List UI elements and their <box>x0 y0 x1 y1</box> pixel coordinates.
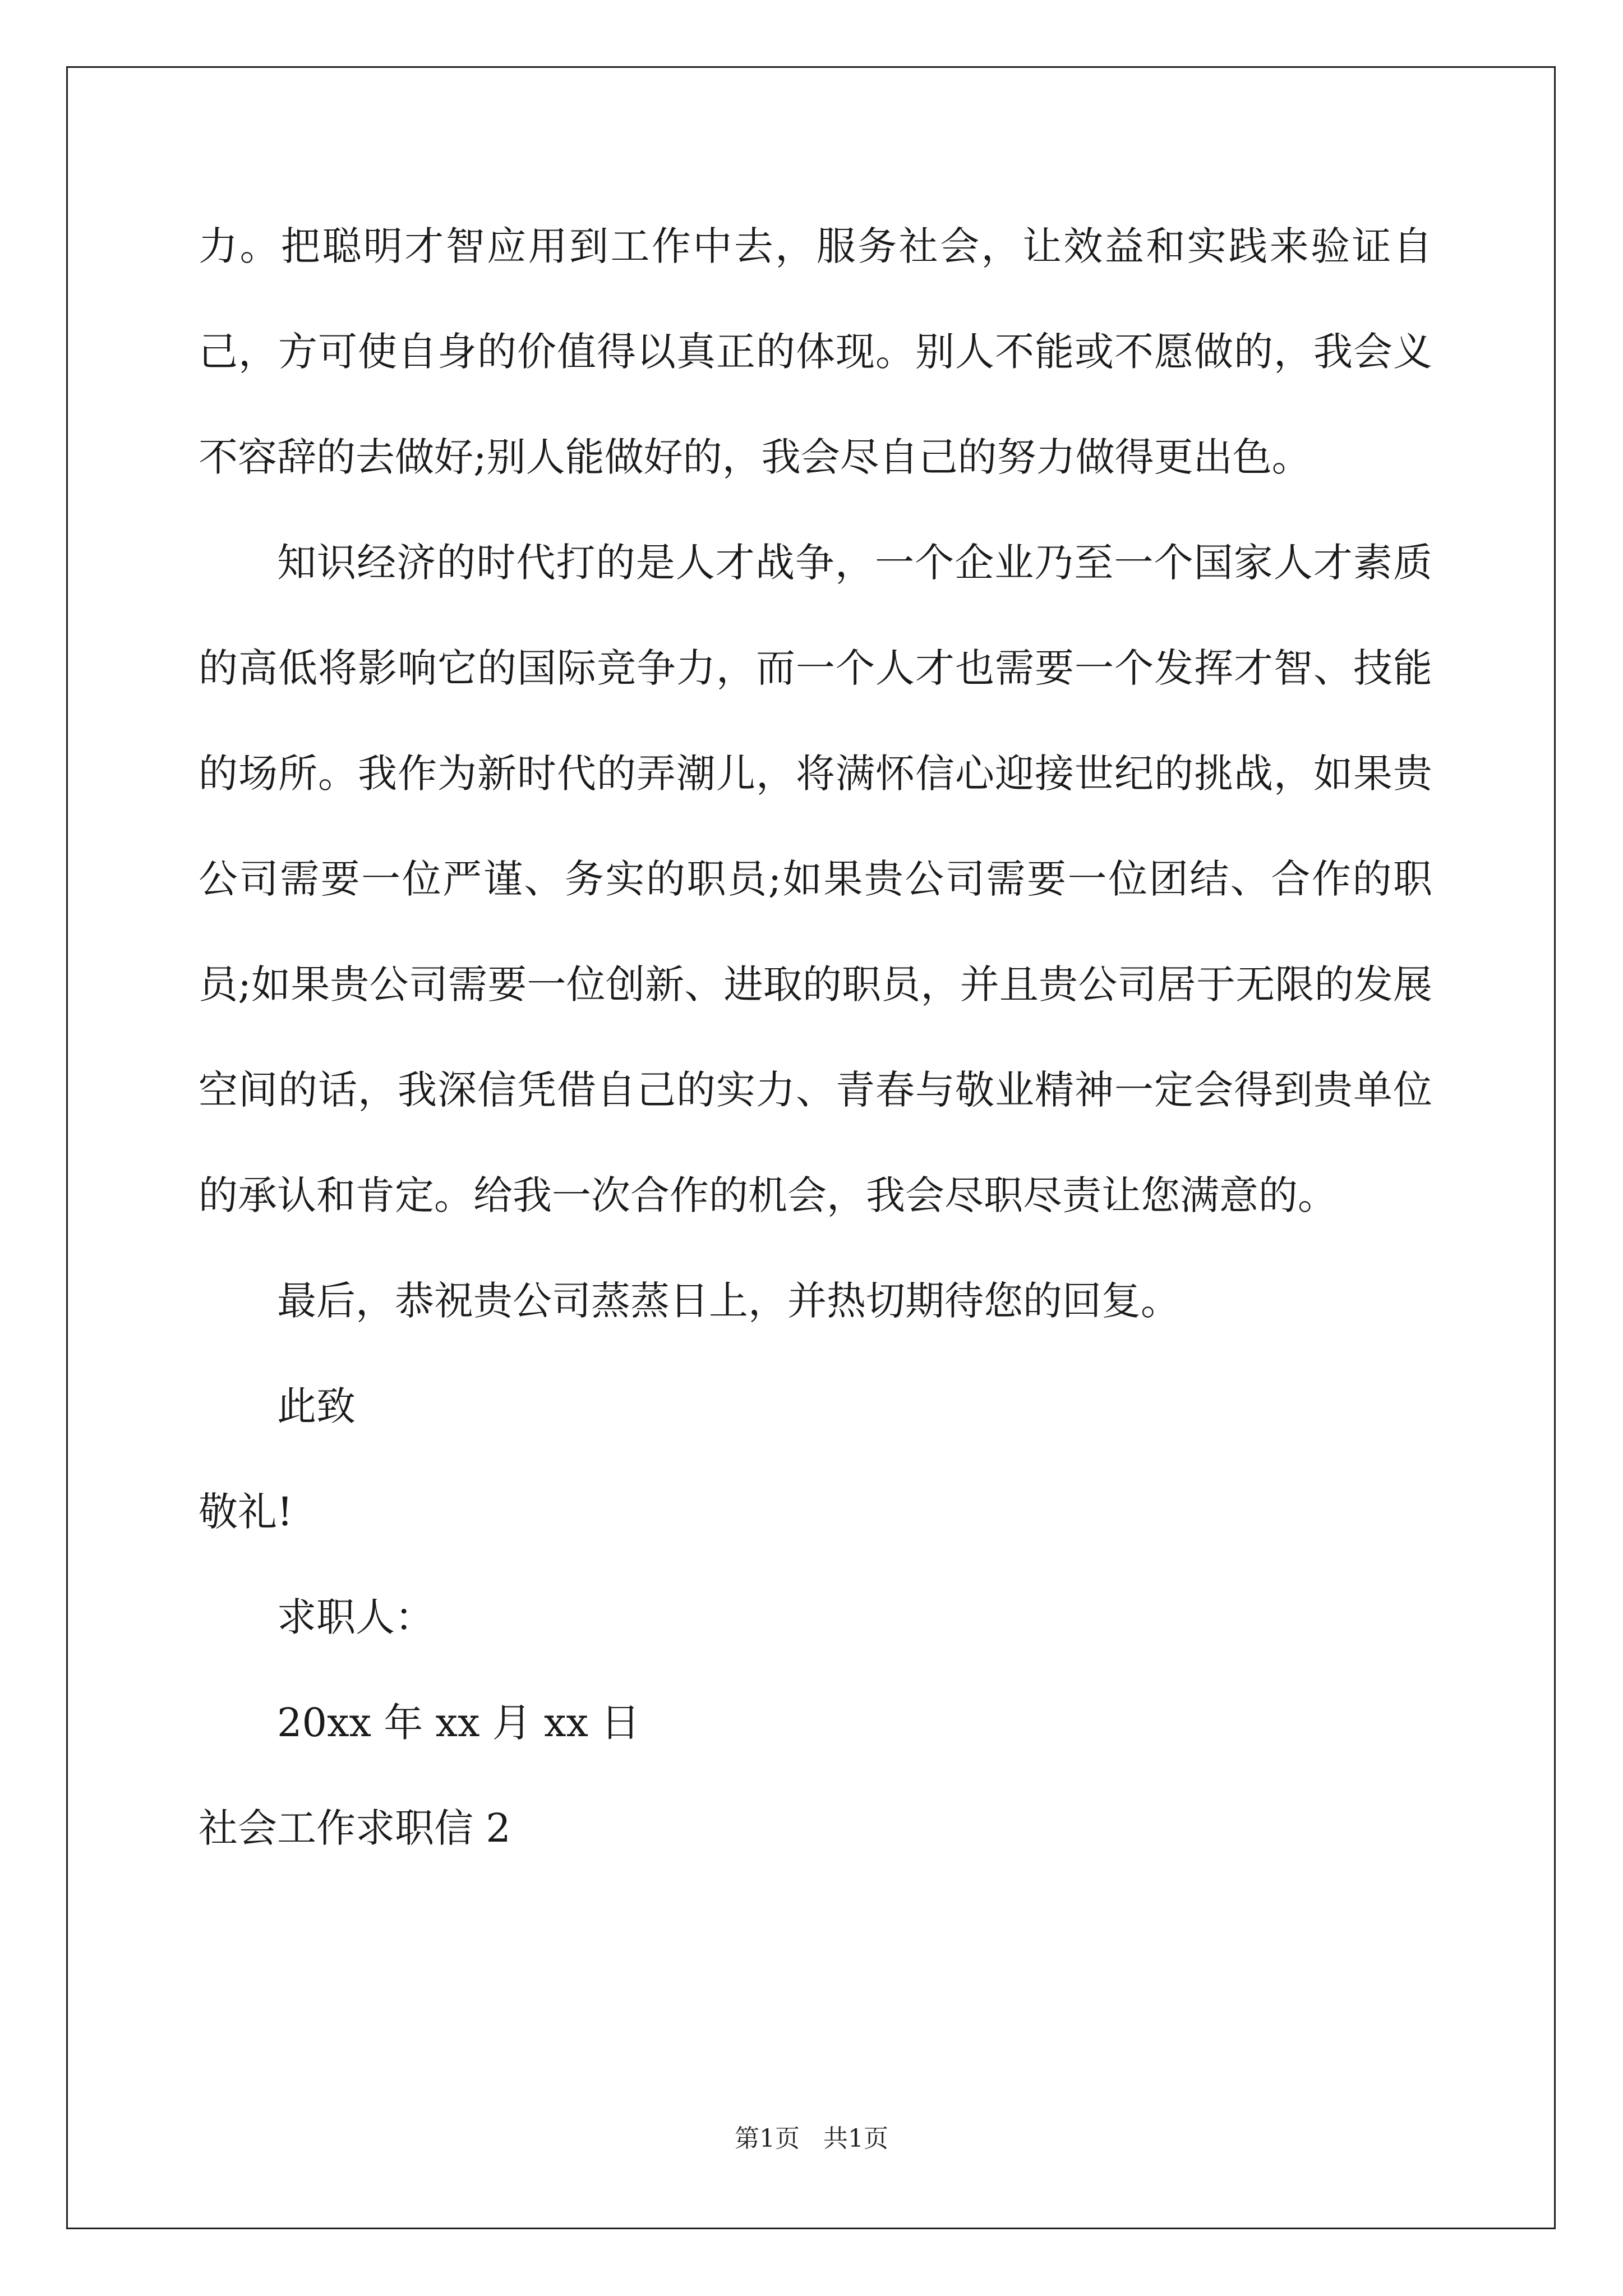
salutation-jingli: 敬礼! <box>199 1489 293 1535</box>
page-total: 共1页 <box>823 2124 888 2153</box>
next-letter-title: 社会工作求职信 2 <box>199 1805 511 1851</box>
paragraph-closing-wish: 最后，恭祝贵公司蒸蒸日上，并热切期待您的回复。 <box>277 1278 1180 1324</box>
paragraph-continuation: 力。把聪明才智应用到工作中去，服务社会，让效益和实践来验证自己，方可使自身的价值得以真正的体现。别人不能或不愿做的，我会义不容辞的去做好;别人能做好的，我会尽自己的努力做得更出色。 <box>199 223 1432 480</box>
page-number: 第1页 <box>735 2124 800 2153</box>
paragraph-talent-competition: 知识经济的时代打的是人才战争，一个企业乃至一个国家人才素质的高低将影响它的国际竞争力，而一个人才也需要一个发挥才智、技能的场所。我作为新时代的弄潮儿，将满怀信心迎接世纪的挑战，如果贵公司需要一位严谨、务实的职员;如果贵公司需要一位团结、合作的职员;如果贵公司需要一位创新、进取的职员，并且贵公司居于无限的发展空间的话，我深信凭借自己的实力、青春与敬业精神一定会得到贵单位的承认和肯定。给我一次合作的机会，我会尽职尽责让您满意的。 <box>199 540 1432 1218</box>
letter-date: 20xx 年 xx 月 xx 日 <box>277 1700 640 1746</box>
letter-body <box>199 194 1432 1881</box>
applicant-label: 求职人： <box>277 1594 434 1640</box>
page-footer <box>0 2118 1623 2154</box>
salutation-cizhi: 此致 <box>277 1383 356 1429</box>
